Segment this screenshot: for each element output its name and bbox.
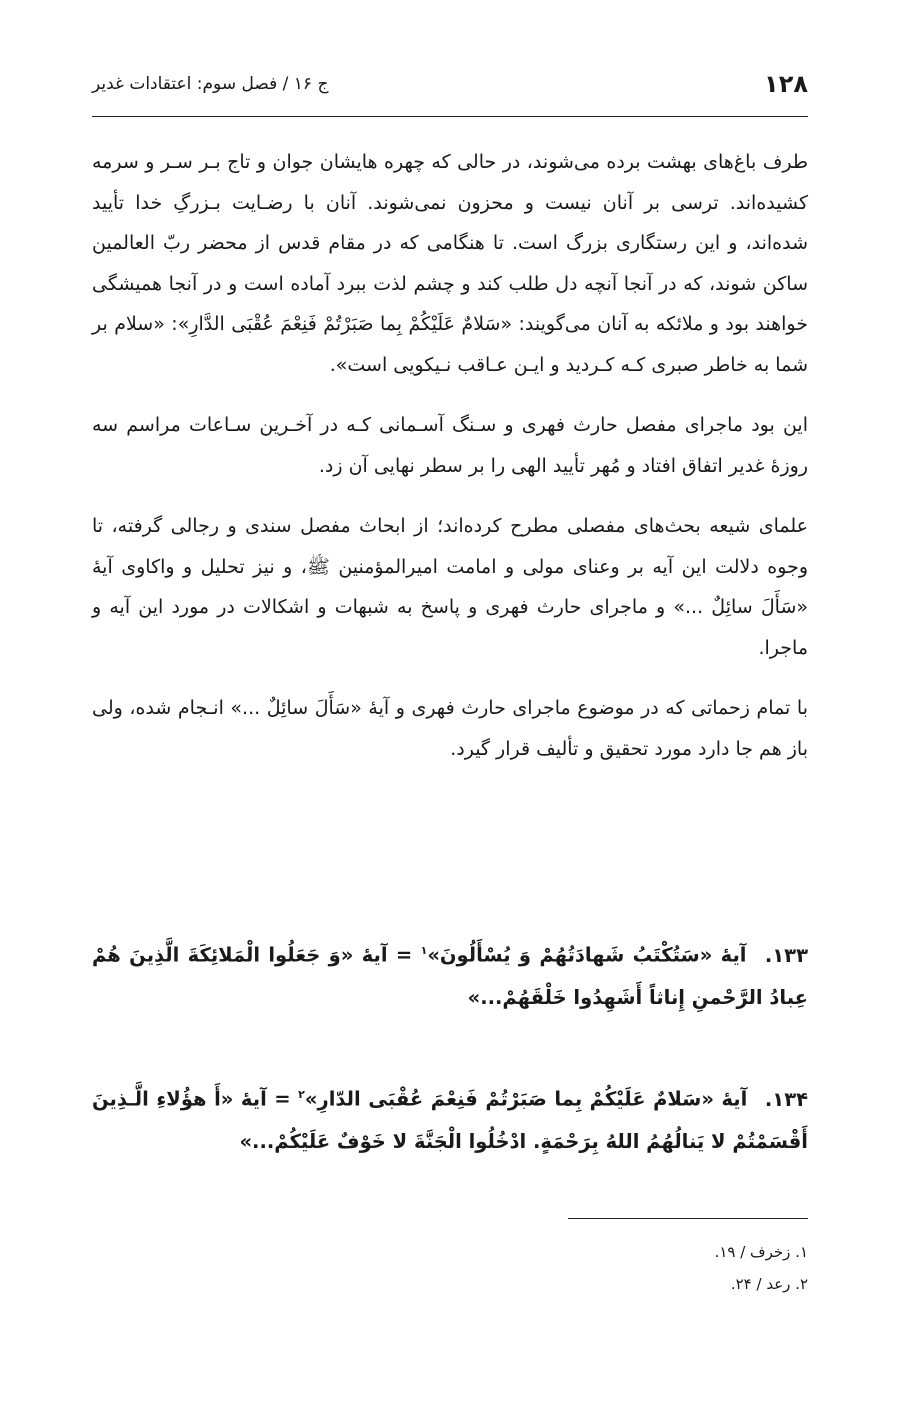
footnote-ref[interactable]: ۲ bbox=[298, 1088, 305, 1101]
running-title: ج ۱۶ / فصل سوم: اعتقادات غدیر bbox=[92, 74, 329, 94]
section-133 bbox=[92, 930, 808, 1019]
footnote-1: ۱. زخرف / ۱۹. bbox=[714, 1243, 808, 1261]
footnote-2: ۲. رعد / ۲۴. bbox=[730, 1275, 808, 1293]
footnote-rule bbox=[568, 1218, 808, 1219]
body-text bbox=[92, 142, 808, 789]
section-title: آیهٔ «سَلامٌ عَلَيْكُمْ بِما صَبَرْتُمْ فَنِعْمَ عُقْبَى الدّارِ» bbox=[304, 1087, 748, 1111]
book-page bbox=[92, 0, 808, 1405]
section-title-continued: = آیهٔ «أَ هؤُلاءِ الَّـذِينَ أَقْسَمْتُمْ لا يَنالُهُمُ اللهُ بِرَحْمَةٍ. ادْخُلُوا الْجَنَّةَ لا خَوْفٌ عَلَيْكُمْ...» bbox=[92, 1087, 808, 1153]
paragraph-4: با تمام زحماتی که در موضوع ماجرای حارث فهری و آیهٔ «سَأَلَ سائِلٌ ...» انـجام شده، ولی باز هم جا دارد مورد تحقیق و تألیف قرار گیرد. bbox=[92, 697, 808, 760]
section-title-continued: = آیهٔ «وَ جَعَلُوا الْمَلائِكَةَ الَّذِينَ هُمْ عِبادُ الرَّحْمنِ إِناثاً أَشَهِدُوا خَلْقَهُمْ...» bbox=[92, 943, 808, 1009]
page-number: ۱۲۸ bbox=[764, 70, 808, 98]
footnote-ref[interactable]: ۱ bbox=[420, 944, 428, 957]
footnotes bbox=[92, 1236, 808, 1300]
section-number: ۱۳۴. bbox=[764, 1087, 809, 1111]
section-134 bbox=[92, 1074, 808, 1163]
section-title: آیهٔ «سَتُكْتَبُ شَهادَتُهُمْ وَ يُسْأَلُونَ» bbox=[427, 943, 747, 967]
section-number: ۱۳۳. bbox=[764, 943, 808, 967]
paragraph-1: طرف باغ‌های بهشت برده می‌شوند، در حالی که چهره هایشان جوان و تاج بـر سـر و سرمه کشیده‌اند. ترسی بر آنان نیست و محزون نمی‌شوند. آنان با رضـایت بـزرگِ خدا تأیید شده‌اند، و این رستگاری بزرگ است. تا هنگامی که در مقام قدس از محضر ربّ العالمین ساکن شوند، که در آنجا آنچه دل طلب کند و چشم لذت ببرد آماده است و در آنجا همیشگی خواهند بود و ملائکه به آنان می‌گویند: «سَلامٌ عَلَيْكُمْ بِما صَبَرْتُمْ فَنِعْمَ عُقْبَى الدَّارِ»: «سلام بر شما به خاطر صبری کـه کـردید و ایـن عـاقب نـیکویی است». bbox=[92, 151, 808, 376]
paragraph-3: علمای شیعه بحث‌های مفصلی مطرح کرده‌اند؛ از ابحاث مفصل سندی و رجالی گرفته، تا وجوه دلالت این آیه بر وعنای مولی و امامت امیرالمؤمنین ﷺ، و نیز تحلیل و واکاوی آیهٔ «سَأَلَ سائِلٌ ...» و ماجرای حارث فهری و پاسخ به شبهات و اشکالات در مورد این آیه و ماجرا. bbox=[92, 515, 808, 659]
header-rule bbox=[92, 116, 808, 117]
paragraph-2: این بود ماجرای مفصل حارث فهری و سـنگ آسـمانی کـه در آخـرین سـاعات مراسم سه روزهٔ غدیر اتفاق افتاد و مُهر تأیید الهی را بر سطر نهایی آن زد. bbox=[92, 414, 808, 477]
page-header bbox=[92, 70, 808, 110]
